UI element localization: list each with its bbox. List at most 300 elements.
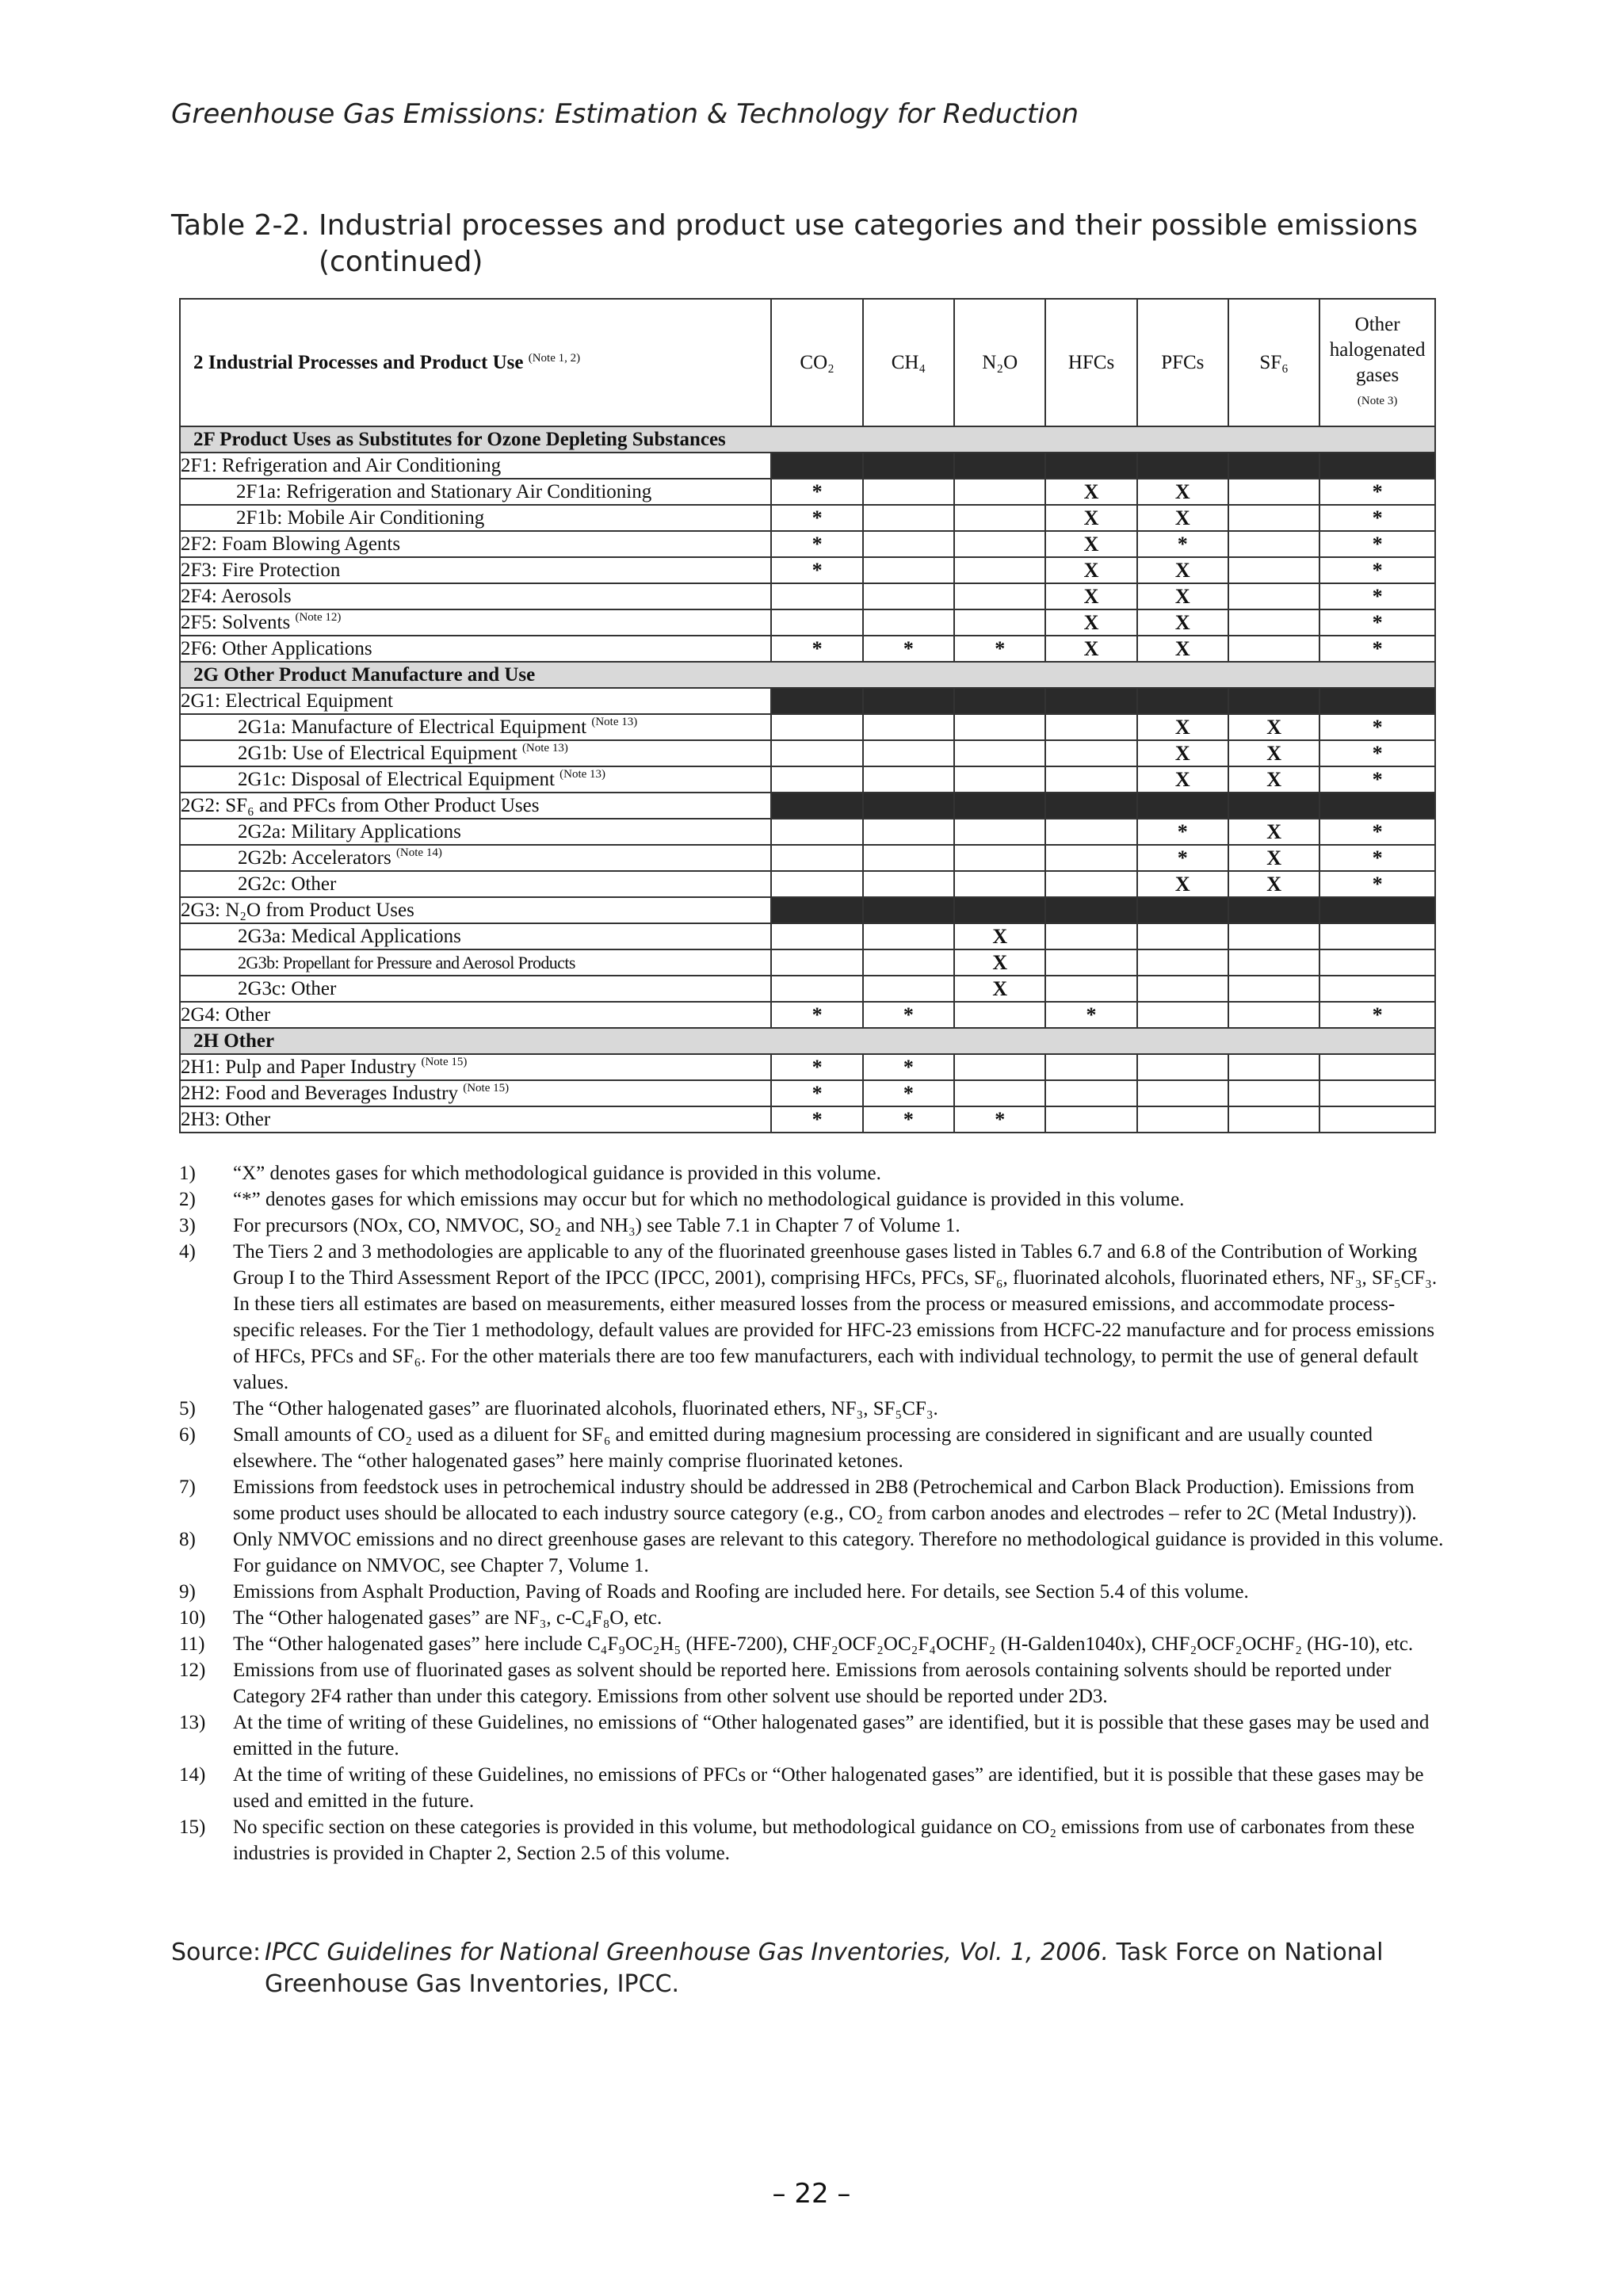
note-item <box>179 1239 1447 1396</box>
row-label-text: 2F1b: Mobile Air Conditioning <box>236 507 485 529</box>
row-label-text: 2G2c: Other <box>238 873 337 895</box>
gas-cell: * <box>863 1080 954 1106</box>
gas-cell <box>771 871 862 897</box>
col-other-halogenated <box>1319 299 1435 426</box>
gas-cell: * <box>771 505 862 531</box>
page-number: – 22 – <box>772 2178 851 2210</box>
gas-cell: * <box>1319 636 1435 662</box>
gas-cell <box>1045 740 1136 766</box>
table-row <box>180 636 1435 662</box>
gas-cell: * <box>1319 845 1435 871</box>
row-label <box>180 505 771 531</box>
gas-cell: X <box>1137 505 1228 531</box>
gas-cell: * <box>1137 845 1228 871</box>
gas-cell: X <box>1137 766 1228 793</box>
gas-cell: X <box>1137 479 1228 505</box>
gas-cell: * <box>863 1106 954 1133</box>
gas-cell <box>1228 1054 1319 1080</box>
gas-cell: X <box>1045 636 1136 662</box>
note-item <box>179 1762 1447 1814</box>
col-co2: CO₂ <box>771 299 862 426</box>
row-label <box>180 845 771 871</box>
source-label: Source: <box>171 1939 262 1966</box>
row-label-text: 2H2: Food and Beverages Industry <box>181 1083 458 1104</box>
gas-cell: * <box>771 1106 862 1133</box>
gas-cell: * <box>1319 740 1435 766</box>
note-item <box>179 1186 1447 1213</box>
table-row <box>180 1106 1435 1133</box>
note-text: The “Other halogenated gases” are NF₃, c-C₄F₈O, etc. <box>233 1607 663 1629</box>
note-item <box>179 1396 1447 1422</box>
note-text: Emissions from feedstock uses in petrochemical industry should be addressed in 2B8 (Petrochemical and Carbon Black Production). Emissions from some product uses should be allocated to each industry source category (e.g., CO₂ from carbon anodes and electrodes – refer to 2C (Metal Industry)). <box>233 1477 1417 1524</box>
gas-cell <box>863 688 954 714</box>
gas-cell <box>954 1080 1045 1106</box>
gas-cell: * <box>863 1002 954 1028</box>
row-label <box>180 949 771 976</box>
table-row <box>180 583 1435 609</box>
gas-cell <box>1228 479 1319 505</box>
table-row <box>180 845 1435 871</box>
gas-cell: * <box>771 1080 862 1106</box>
gas-cell <box>863 819 954 845</box>
gas-cell: * <box>1319 714 1435 740</box>
row-label-text: 2F5: Solvents <box>181 612 291 633</box>
gas-cell <box>1137 923 1228 949</box>
note-number: 9) <box>179 1581 196 1603</box>
note-text: “*” denotes gases for which emissions may occur but for which no methodological guidance is provided in this volume. <box>233 1189 1185 1210</box>
gas-cell <box>863 923 954 949</box>
gas-cell <box>863 949 954 976</box>
note-text: No specific section on these categories is provided in this volume, but methodological guidance on CO₂ emissions from use of carbonates from these industries is provided in Chapter 2, Section 2.5 of this volume. <box>233 1817 1415 1864</box>
gas-cell <box>954 1002 1045 1028</box>
gas-cell <box>1045 845 1136 871</box>
row-label-text: 2G3c: Other <box>238 978 337 999</box>
note-text: The Tiers 2 and 3 methodologies are applicable to any of the fluorinated greenhouse gases listed in Tables 6.7 and 6.8 of the Contribution of Working Group I to the Third Assessment Report of the IPCC (IPCC, 2001), comprising HFCs, PFCs, SF₆, fluorinated alcohols, fluorinated ethers, NF₃, SF₅CF₃. In these tiers all estimates are based on measurements, either measured losses from the process or measured emissions, and accommodate process-specific releases. For the Tier 1 methodology, default values are provided for HFC-23 emissions from HCFC-22 manufacture and for process emissions of HFCs, PFCs and SF₆. For the other materials there are too few manufacturers, each with individual technology, to permit the use of general default values. <box>233 1241 1438 1393</box>
gas-cell: * <box>1319 505 1435 531</box>
caption-label: Table 2-2. <box>171 209 310 242</box>
row-label <box>180 714 771 740</box>
gas-cell: X <box>1137 583 1228 609</box>
gas-cell: X <box>1228 766 1319 793</box>
gas-cell: * <box>1319 583 1435 609</box>
gas-cell <box>771 688 862 714</box>
table-row <box>180 819 1435 845</box>
gas-cell <box>1228 897 1319 923</box>
note-item <box>179 1422 1447 1474</box>
gas-cell: X <box>1045 479 1136 505</box>
gas-cell <box>771 583 862 609</box>
row-label-text: 2F1: Refrigeration and Air Conditioning <box>181 455 502 476</box>
source-publisher: Task Force on National <box>1116 1939 1384 1966</box>
note-number: 2) <box>179 1189 196 1210</box>
source-publisher-cont: Greenhouse Gas Inventories, IPCC. <box>265 1970 680 1998</box>
gas-cell <box>1137 793 1228 819</box>
subcategory-row <box>180 897 1435 923</box>
gas-cell <box>954 766 1045 793</box>
gas-cell: X <box>1228 740 1319 766</box>
table-notes <box>179 1160 1447 1866</box>
gas-cell: X <box>954 923 1045 949</box>
gas-cell <box>771 845 862 871</box>
gas-cell: X <box>1137 740 1228 766</box>
note-text: The “Other halogenated gases” here include C₄F₉OC₂H₅ (HFE-7200), CHF₂OCF₂OC₂F₄OCHF₂ (H-Galden1040x), CHF₂OCF₂OCHF₂ (HG-10), etc. <box>233 1633 1414 1655</box>
gas-cell: * <box>954 1106 1045 1133</box>
gas-cell: X <box>1137 636 1228 662</box>
gas-cell <box>1228 557 1319 583</box>
table-row <box>180 531 1435 557</box>
row-label <box>180 636 771 662</box>
gas-cell <box>1228 923 1319 949</box>
gas-cell: X <box>1228 819 1319 845</box>
note-item <box>179 1631 1447 1657</box>
table-row <box>180 505 1435 531</box>
section-label: 2F Product Uses as Substitutes for Ozone Depleting Substances <box>180 426 1435 453</box>
gas-cell <box>1228 976 1319 1002</box>
note-text: The “Other halogenated gases” are fluorinated alcohols, fluorinated ethers, NF₃, SF₅CF₃. <box>233 1398 938 1419</box>
col-other-label: Other halogenated gases <box>1329 313 1426 386</box>
gas-cell <box>1228 636 1319 662</box>
row-label <box>180 793 771 819</box>
gas-cell <box>863 531 954 557</box>
gas-cell: X <box>1045 531 1136 557</box>
gas-cell <box>1319 793 1435 819</box>
gas-cell <box>954 688 1045 714</box>
gas-cell <box>954 609 1045 636</box>
table-row <box>180 740 1435 766</box>
gas-cell <box>1137 1054 1228 1080</box>
gas-cell <box>863 557 954 583</box>
gas-cell <box>1137 1080 1228 1106</box>
gas-cell <box>1228 793 1319 819</box>
gas-cell <box>1228 583 1319 609</box>
col-pfcs: PFCs <box>1137 299 1228 426</box>
row-label <box>180 583 771 609</box>
gas-cell <box>1045 897 1136 923</box>
row-label <box>180 766 771 793</box>
note-text: At the time of writing of these Guidelines, no emissions of “Other halogenated gases” are identified, but it is possible that these gases may be used and emitted in the future. <box>233 1712 1430 1759</box>
gas-cell <box>771 949 862 976</box>
row-label-text: 2G4: Other <box>181 1004 271 1026</box>
gas-cell <box>1319 976 1435 1002</box>
gas-cell <box>771 819 862 845</box>
row-label-text: 2F4: Aerosols <box>181 586 292 607</box>
gas-cell <box>771 766 862 793</box>
gas-cell: X <box>954 976 1045 1002</box>
note-text: Small amounts of CO₂ used as a diluent for SF₆ and emitted during magnesium processing are considered in significant and are usually counted elsewhere. The “other halogenated gases” here mainly comprise fluorinated ketones. <box>233 1424 1373 1472</box>
gas-cell <box>954 505 1045 531</box>
section-label: 2G Other Product Manufacture and Use <box>180 662 1435 688</box>
gas-cell <box>1045 819 1136 845</box>
caption-title: Industrial processes and product use categories and their possible emissions <box>319 209 1419 242</box>
section-row <box>180 1028 1435 1054</box>
gas-cell: X <box>954 949 1045 976</box>
gas-cell <box>863 766 954 793</box>
gas-cell: * <box>1319 609 1435 636</box>
gas-cell <box>1045 949 1136 976</box>
col-other-note: (Note 3) <box>1357 394 1398 407</box>
row-note: (Note 13) <box>559 768 606 781</box>
gas-cell <box>863 453 954 479</box>
gas-cell <box>1137 1106 1228 1133</box>
gas-cell <box>1228 949 1319 976</box>
gas-cell <box>771 609 862 636</box>
row-label-text: 2G1: Electrical Equipment <box>181 690 393 712</box>
row-label <box>180 1080 771 1106</box>
gas-cell <box>771 740 862 766</box>
row-label <box>180 1054 771 1080</box>
note-number: 13) <box>179 1712 206 1733</box>
note-item <box>179 1474 1447 1526</box>
section-row <box>180 662 1435 688</box>
row-label <box>180 479 771 505</box>
table-header-row <box>180 299 1435 426</box>
note-text: Only NMVOC emissions and no direct greenhouse gases are relevant to this category. Therefore no methodological guidance is provided in this volume. For guidance on NMVOC, see Chapter 7, Volume 1. <box>233 1529 1444 1576</box>
gas-cell <box>771 976 862 1002</box>
gas-cell: * <box>1319 819 1435 845</box>
row-label-text: 2F2: Foam Blowing Agents <box>181 533 401 555</box>
table-row <box>180 1054 1435 1080</box>
gas-cell: X <box>1045 557 1136 583</box>
gas-cell: * <box>771 1002 862 1028</box>
table-row <box>180 1002 1435 1028</box>
gas-cell: * <box>1137 531 1228 557</box>
gas-cell <box>1319 897 1435 923</box>
subcategory-row <box>180 453 1435 479</box>
gas-cell <box>1137 897 1228 923</box>
col-ch4: CH₄ <box>863 299 954 426</box>
note-text: For precursors (NOx, CO, NMVOC, SO₂ and NH₃) see Table 7.1 in Chapter 7 of Volume 1. <box>233 1215 960 1236</box>
gas-cell: * <box>771 1054 862 1080</box>
gas-cell <box>863 871 954 897</box>
gas-cell: * <box>771 531 862 557</box>
gas-cell <box>863 976 954 1002</box>
row-label-text: 2G2: SF₆ and PFCs from Other Product Uses <box>181 795 540 816</box>
col-n2o: N₂O <box>954 299 1045 426</box>
gas-cell <box>954 453 1045 479</box>
gas-cell <box>1137 453 1228 479</box>
gas-cell <box>1045 976 1136 1002</box>
note-number: 10) <box>179 1607 206 1629</box>
gas-cell: * <box>1319 871 1435 897</box>
row-label <box>180 923 771 949</box>
row-label-text: 2G2a: Military Applications <box>238 821 461 842</box>
row-note: (Note 14) <box>395 846 442 859</box>
gas-cell <box>954 557 1045 583</box>
gas-cell <box>954 819 1045 845</box>
gas-cell <box>954 793 1045 819</box>
row-label-text: 2F1a: Refrigeration and Stationary Air Conditioning <box>236 481 652 502</box>
note-item <box>179 1213 1447 1239</box>
gas-cell <box>1045 1106 1136 1133</box>
gas-cell <box>863 479 954 505</box>
row-label <box>180 531 771 557</box>
row-note: (Note 13) <box>591 716 638 728</box>
category-header-note: (Note 1, 2) <box>528 351 581 365</box>
note-number: 14) <box>179 1764 206 1786</box>
table-row <box>180 479 1435 505</box>
row-label <box>180 976 771 1002</box>
gas-cell <box>1045 1054 1136 1080</box>
subcategory-row <box>180 793 1435 819</box>
gas-cell <box>1045 453 1136 479</box>
gas-cell <box>771 923 862 949</box>
gas-cell <box>771 897 862 923</box>
gas-cell: * <box>1319 479 1435 505</box>
gas-cell <box>1045 714 1136 740</box>
emissions-table <box>179 298 1436 1133</box>
gas-cell <box>954 740 1045 766</box>
section-label: 2H Other <box>180 1028 1435 1054</box>
gas-cell <box>1319 1054 1435 1080</box>
gas-cell: * <box>771 479 862 505</box>
note-number: 3) <box>179 1215 196 1236</box>
gas-cell <box>1045 793 1136 819</box>
row-note: (Note 15) <box>463 1082 510 1095</box>
table-row <box>180 714 1435 740</box>
note-number: 11) <box>179 1633 205 1655</box>
gas-cell <box>863 793 954 819</box>
gas-cell: * <box>771 557 862 583</box>
gas-cell: X <box>1045 609 1136 636</box>
note-text: Emissions from Asphalt Production, Paving of Roads and Roofing are included here. For details, see Section 5.4 of this volume. <box>233 1581 1249 1603</box>
note-number: 7) <box>179 1477 196 1498</box>
gas-cell: X <box>1228 714 1319 740</box>
table-row <box>180 923 1435 949</box>
note-number: 8) <box>179 1529 196 1550</box>
table-row <box>180 557 1435 583</box>
gas-cell <box>1137 949 1228 976</box>
gas-cell <box>1137 1002 1228 1028</box>
row-note: (Note 15) <box>421 1056 468 1068</box>
section-row <box>180 426 1435 453</box>
gas-cell <box>1228 453 1319 479</box>
table-row <box>180 609 1435 636</box>
note-number: 6) <box>179 1424 196 1446</box>
gas-cell: * <box>954 636 1045 662</box>
gas-cell: * <box>1319 531 1435 557</box>
category-header-text: 2 Industrial Processes and Product Use <box>193 351 524 373</box>
gas-cell <box>1045 766 1136 793</box>
gas-cell <box>1045 871 1136 897</box>
gas-cell <box>771 793 862 819</box>
row-label-text: 2H1: Pulp and Paper Industry <box>181 1056 417 1078</box>
row-label <box>180 453 771 479</box>
gas-cell: X <box>1137 871 1228 897</box>
gas-cell: * <box>1319 1002 1435 1028</box>
row-label-text: 2G1b: Use of Electrical Equipment <box>238 743 517 764</box>
gas-cell <box>1137 976 1228 1002</box>
note-number: 1) <box>179 1163 196 1184</box>
row-label-text: 2G1c: Disposal of Electrical Equipment <box>238 769 555 790</box>
row-label <box>180 897 771 923</box>
row-label-text: 2F3: Fire Protection <box>181 560 341 581</box>
note-item <box>179 1605 1447 1631</box>
note-number: 5) <box>179 1398 196 1419</box>
gas-cell <box>1319 688 1435 714</box>
gas-cell: X <box>1137 714 1228 740</box>
table-row <box>180 949 1435 976</box>
category-header <box>180 299 771 426</box>
gas-cell <box>1228 531 1319 557</box>
gas-cell: * <box>1045 1002 1136 1028</box>
gas-cell: X <box>1228 871 1319 897</box>
note-text: “X” denotes gases for which methodological guidance is provided in this volume. <box>233 1163 881 1184</box>
gas-cell <box>954 871 1045 897</box>
gas-cell <box>954 479 1045 505</box>
gas-cell: * <box>1319 766 1435 793</box>
gas-cell: X <box>1228 845 1319 871</box>
gas-cell <box>1137 688 1228 714</box>
source-title: IPCC Guidelines for National Greenhouse Gas Inventories, Vol. 1, 2006. <box>265 1939 1109 1966</box>
note-item <box>179 1160 1447 1186</box>
row-label <box>180 688 771 714</box>
gas-cell <box>1319 1106 1435 1133</box>
gas-cell <box>771 453 862 479</box>
row-label-text: 2F6: Other Applications <box>181 638 372 659</box>
gas-cell <box>863 740 954 766</box>
gas-cell <box>954 583 1045 609</box>
source-citation <box>171 1937 1447 2000</box>
gas-cell <box>954 845 1045 871</box>
gas-cell: * <box>771 636 862 662</box>
note-item <box>179 1579 1447 1605</box>
row-label-text: 2G3: N₂O from Product Uses <box>181 900 414 921</box>
gas-cell <box>1228 1002 1319 1028</box>
gas-cell <box>954 897 1045 923</box>
gas-cell <box>1228 688 1319 714</box>
note-text: Emissions from use of fluorinated gases as solvent should be reported here. Emissions from aerosols containing solvents should be reported under Category 2F4 rather than under this category. Emissions from other solvent use should be reported under 2D3. <box>233 1660 1392 1707</box>
caption-continued: (continued) <box>319 246 483 278</box>
gas-cell: X <box>1137 557 1228 583</box>
gas-cell <box>1319 949 1435 976</box>
gas-cell: * <box>1319 557 1435 583</box>
subcategory-row <box>180 688 1435 714</box>
gas-cell: * <box>863 636 954 662</box>
running-header: Greenhouse Gas Emissions: Estimation & Technology for Reduction <box>171 98 1079 130</box>
row-label-text: 2G3a: Medical Applications <box>238 926 461 947</box>
gas-cell <box>1228 505 1319 531</box>
gas-cell <box>1045 1080 1136 1106</box>
note-item <box>179 1710 1447 1762</box>
row-note: (Note 12) <box>295 611 342 624</box>
table-body <box>180 426 1435 1133</box>
table-row <box>180 1080 1435 1106</box>
row-label <box>180 819 771 845</box>
gas-cell: * <box>863 1054 954 1080</box>
gas-cell: X <box>1045 583 1136 609</box>
row-label <box>180 871 771 897</box>
gas-cell <box>1045 688 1136 714</box>
row-label <box>180 1106 771 1133</box>
note-number: 12) <box>179 1660 206 1681</box>
row-label-text: 2G1a: Manufacture of Electrical Equipment <box>238 716 587 738</box>
row-label-text: 2H3: Other <box>181 1109 271 1130</box>
row-label-text: 2G3b: Propellant for Pressure and Aerosol Products <box>238 953 575 972</box>
note-number: 15) <box>179 1817 206 1838</box>
gas-cell: X <box>1137 609 1228 636</box>
gas-cell <box>863 714 954 740</box>
gas-cell <box>863 505 954 531</box>
row-label <box>180 609 771 636</box>
note-number: 4) <box>179 1241 196 1263</box>
gas-cell <box>863 845 954 871</box>
gas-cell <box>1228 609 1319 636</box>
table-caption <box>171 208 1447 281</box>
row-label <box>180 1002 771 1028</box>
row-label <box>180 740 771 766</box>
table-row <box>180 976 1435 1002</box>
gas-cell: * <box>1137 819 1228 845</box>
